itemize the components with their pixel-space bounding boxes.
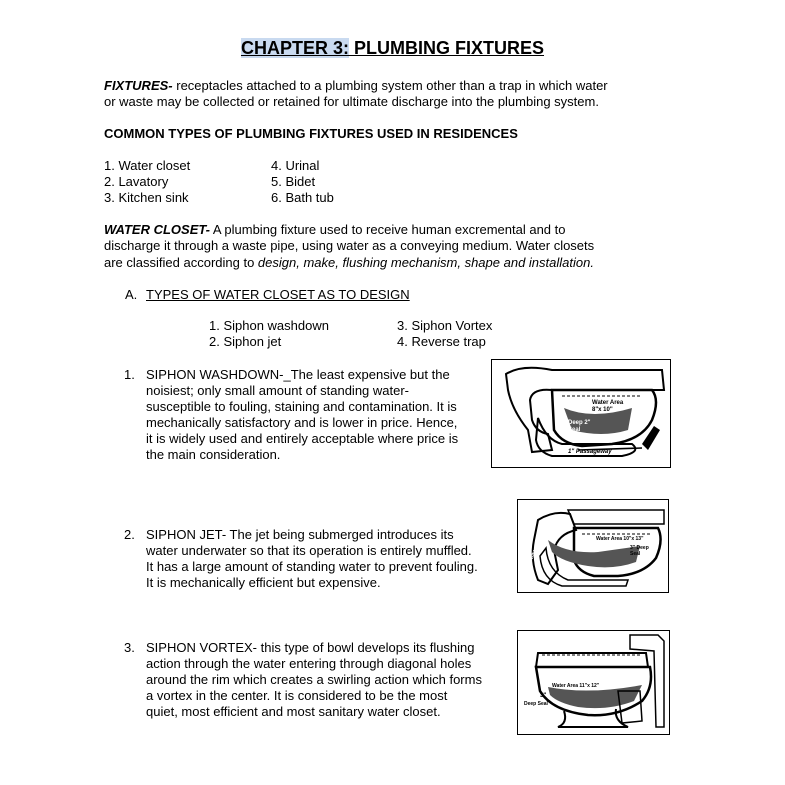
text-line: it is widely used and entirely acceptable where price is [146, 431, 459, 446]
fig-label: 8"x 10" [592, 407, 613, 413]
list-item: 2. Siphon jet [209, 334, 282, 349]
common-types-heading: COMMON TYPES OF PLUMBING FIXTURES USED IN RESIDENCES [104, 126, 518, 141]
item-number: 2. [124, 527, 135, 542]
fig-label: 1" Passageway [568, 449, 612, 455]
wc-line1: A plumbing fixture used to receive human excremental and to [209, 222, 566, 237]
fixtures-line1: receptacles attached to a plumbing system other than a trap in which water [172, 78, 608, 93]
siphon-vortex-text [146, 640, 482, 720]
fixtures-definition [104, 78, 608, 111]
text-line: the main consideration. [146, 447, 281, 462]
text-line: SIPHON WASHDOWN-_The least expensive but the [146, 367, 450, 382]
text-line: noisiest; only small amount of standing water- [146, 383, 410, 398]
page-title [0, 38, 785, 59]
text-line: around the rim which creates a swirling action which forms [146, 672, 482, 687]
list-item: 5. Bidet [271, 174, 316, 189]
siphon-washdown-text [146, 367, 458, 463]
text-line: SIPHON JET- The jet being submerged introduces its [146, 527, 454, 542]
item-number: 1. [124, 367, 135, 382]
fig-label: 2" Passageway [519, 549, 538, 586]
list-item: 6. Bath tub [271, 190, 334, 205]
fig-label: Seal [568, 427, 581, 433]
siphon-vortex-figure [517, 630, 670, 735]
text-line: It is mechanically efficient but expensive. [146, 575, 381, 590]
fig-label: Deep Seal [524, 701, 548, 707]
siphon-washdown-drawing [492, 360, 670, 467]
siphon-jet-text [146, 527, 478, 591]
list-item: 3. Siphon Vortex [397, 318, 493, 333]
section-a-letter: A. [125, 287, 138, 302]
fig-label: Seal [630, 551, 641, 557]
fig-label: Deep 2" [568, 420, 591, 426]
wc-term: WATER CLOSET- [104, 222, 210, 237]
list-item: 2. Lavatory [104, 174, 169, 189]
title-highlight: CHAPTER 3: [240, 38, 349, 58]
fig-label: Water Area 11"x 12" [552, 683, 600, 689]
list-item: 4. Reverse trap [397, 334, 486, 349]
list-item: 1. Water closet [104, 158, 191, 173]
text-line: SIPHON VORTEX- this type of bowl develops its flushing [146, 640, 475, 655]
common-list-right [271, 158, 334, 206]
design-list-left [209, 318, 329, 350]
text-line: mechanically satisfactory and is lower in price. Hence, [146, 415, 458, 430]
fig-label: Water Area 10"x 13" [596, 536, 644, 542]
water-closet-definition [104, 222, 594, 271]
fixtures-line2: or waste may be collected or retained for ultimate discharge into the plumbing system. [104, 94, 599, 110]
siphon-vortex-drawing [518, 631, 669, 734]
text-line: a vortex in the center. It is considered to be the most [146, 688, 448, 703]
text-line: water underwater so that its operation is entirely muffled. [146, 543, 472, 558]
wc-line2: discharge it through a waste pipe, using water as a conveying medium. Water closets [104, 238, 595, 254]
text-line: It has a large amount of standing water to prevent fouling. [146, 559, 478, 574]
siphon-washdown-figure [491, 359, 671, 468]
fig-label: Water Area [592, 400, 624, 406]
fig-label: 3" Deep [630, 545, 649, 551]
text-line: action through the water entering through diagonal holes [146, 656, 472, 671]
wc-line3-italic: design, make, flushing mechanism, shape and installation. [257, 254, 594, 270]
siphon-jet-figure [517, 499, 669, 593]
item-number: 3. [124, 640, 135, 655]
siphon-jet-drawing [518, 500, 668, 592]
section-a-title: TYPES OF WATER CLOSET AS TO DESIGN [146, 287, 410, 302]
text-line: susceptible to fouling, staining and contamination. It is [146, 399, 457, 414]
fig-label: 3" [540, 693, 547, 699]
list-item: 1. Siphon washdown [209, 318, 329, 333]
wc-line3: are classified according to [104, 254, 258, 270]
design-list-right [397, 318, 492, 350]
fixtures-term: FIXTURES- [104, 78, 173, 93]
common-list-left [104, 158, 190, 206]
list-item: 3. Kitchen sink [104, 190, 189, 205]
text-line: quiet, most efficient and most sanitary water closet. [146, 704, 441, 719]
list-item: 4. Urinal [271, 158, 320, 173]
title-rest: PLUMBING FIXTURES [349, 38, 545, 58]
